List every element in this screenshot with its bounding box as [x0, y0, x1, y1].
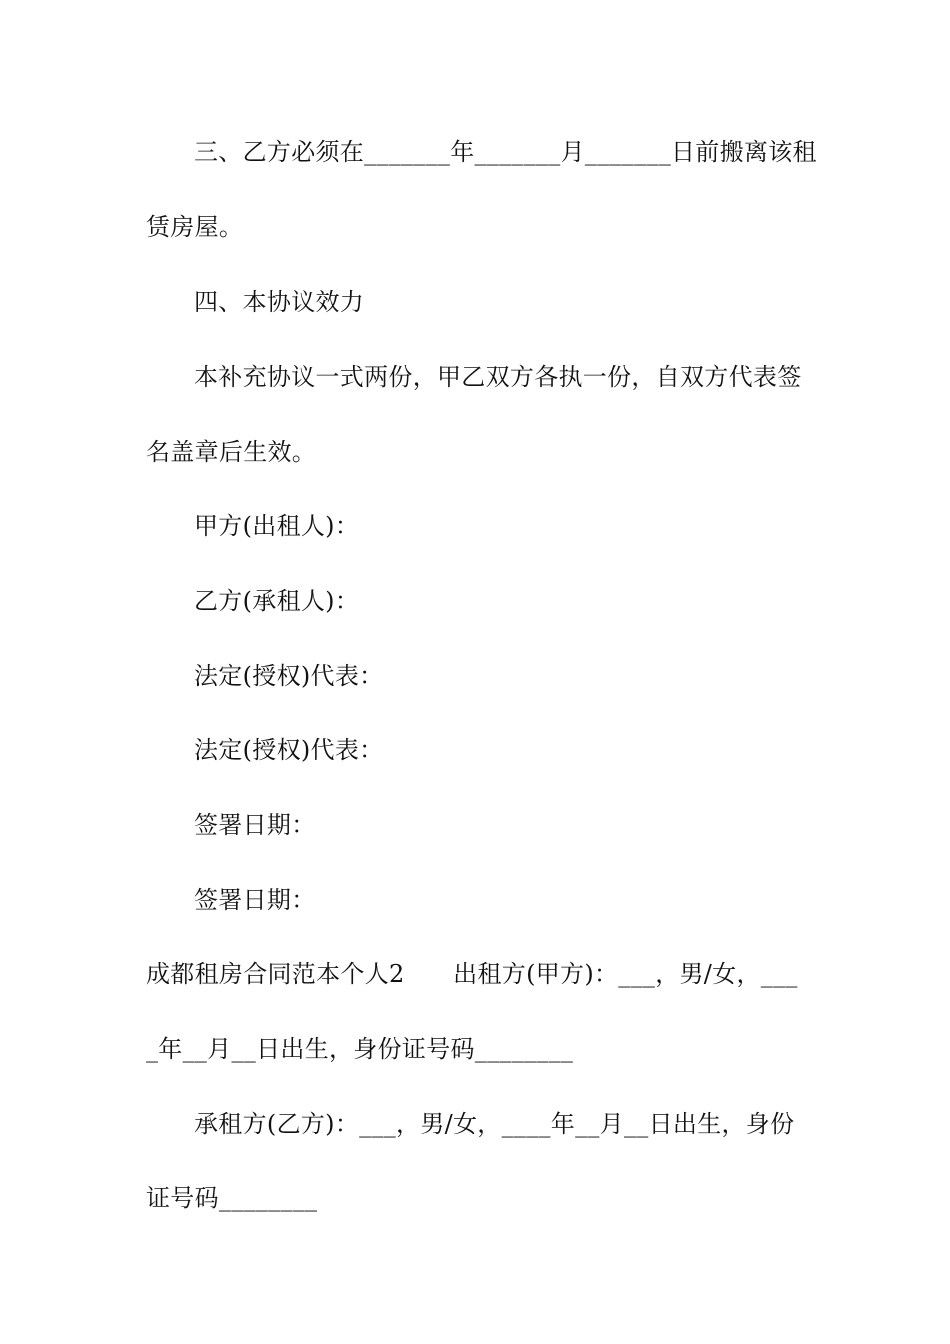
paragraph-move-out-clause: 三、乙方必须在_______年_______月_______日前搬离该租	[194, 138, 817, 166]
signature-party-b: 乙方(承租人)：	[194, 587, 360, 615]
lessor-details: _年__月__日出生，身份证号码________	[146, 1035, 574, 1063]
lessee-id-number: 证号码________	[146, 1184, 318, 1212]
signature-representative-a: 法定(授权)代表：	[194, 662, 384, 690]
signature-representative-b: 法定(授权)代表：	[194, 736, 384, 764]
paragraph-effect-clause-cont: 名盖章后生效。	[146, 438, 317, 466]
lessee-details: 承租方(乙方)：___，男/女，____年__月__日出生，身份	[194, 1110, 795, 1138]
signature-date-b: 签署日期：	[194, 886, 316, 914]
signature-date-a: 签署日期：	[194, 811, 316, 839]
signature-party-a: 甲方(出租人)：	[194, 512, 360, 540]
paragraph-move-out-clause-cont: 赁房屋。	[146, 213, 244, 241]
paragraph-effect-clause: 本补充协议一式两份，甲乙双方各执一份，自双方代表签	[194, 363, 802, 391]
contract-title-and-lessor: 成都租房合同范本个人2 出租方(甲方)：___，男/女，___	[146, 960, 798, 988]
section-heading-agreement-effect: 四、本协议效力	[194, 288, 365, 316]
